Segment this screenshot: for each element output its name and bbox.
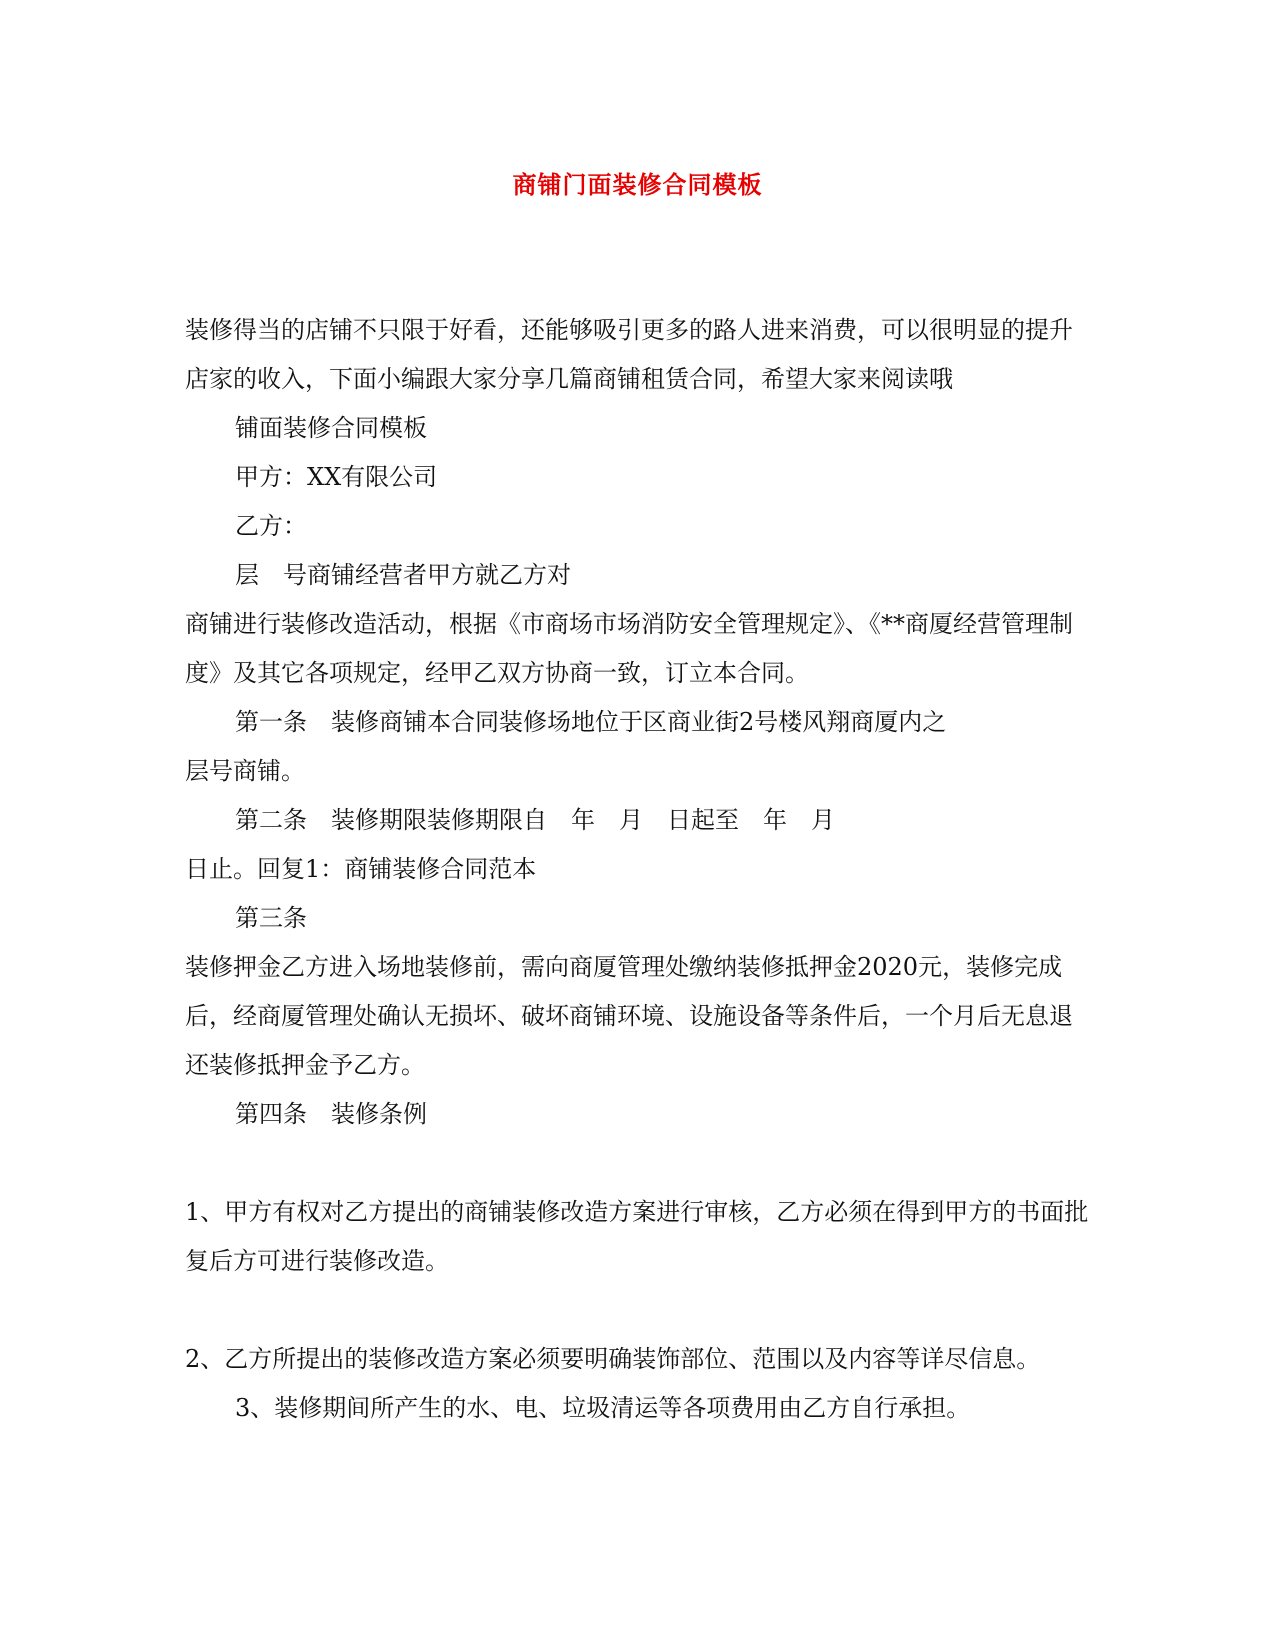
article-3-heading: 第三条 <box>235 904 307 932</box>
spacer <box>185 1139 1095 1188</box>
spacer <box>185 1286 1095 1335</box>
preamble-paragraph: 商铺进行装修改造活动，根据《市商场市场消防安全管理规定》、《**商厦经营管理制度》及其它各项规定，经甲乙双方协商一致，订立本合同。 <box>185 610 1073 687</box>
article-1-continuation: 层号商铺。 <box>185 757 305 785</box>
document-title: 商铺门面装修合同模板 <box>512 170 763 199</box>
party-b-line: 乙方： <box>235 512 307 540</box>
party-a-line: 甲方：XX有限公司 <box>235 463 438 491</box>
article-2-line: 第二条 装修期限装修期限自 年 月 日起至 年 月 <box>235 806 835 834</box>
article-2-continuation: 日止。回复1：商铺装修合同范本 <box>185 855 537 883</box>
clause-3-paragraph: 3、装修期间所产生的水、电、垃圾清运等各项费用由乙方自行承担。 <box>235 1394 971 1422</box>
clause-2-paragraph: 2、乙方所提出的装修改造方案必须要明确装饰部位、范围以及内容等详尽信息。 <box>185 1345 1041 1373</box>
article-1-line: 第一条 装修商铺本合同装修场地位于区商业街2号楼风翔商厦内之 <box>235 708 947 736</box>
shop-floor-line: 层 号商铺经营者甲方就乙方对 <box>235 561 571 589</box>
intro-paragraph: 装修得当的店铺不只限于好看，还能够吸引更多的路人进来消费，可以很明显的提升店家的收入，下面小编跟大家分享几篇商铺租赁合同，希望大家来阅读哦 <box>185 316 1073 393</box>
clause-1-paragraph: 1、甲方有权对乙方提出的商铺装修改造方案进行审核，乙方必须在得到甲方的书面批复后方可进行装修改造。 <box>185 1198 1089 1275</box>
article-3-paragraph: 装修押金乙方进入场地装修前，需向商厦管理处缴纳装修抵押金2020元，装修完成后，经商厦管理处确认无损坏、破坏商铺环境、设施设备等条件后，一个月后无息退还装修抵押金予乙方。 <box>185 953 1073 1079</box>
document-body <box>185 306 1095 1433</box>
contract-subtitle: 铺面装修合同模板 <box>235 414 427 442</box>
article-4-heading: 第四条 装修条例 <box>235 1100 427 1128</box>
